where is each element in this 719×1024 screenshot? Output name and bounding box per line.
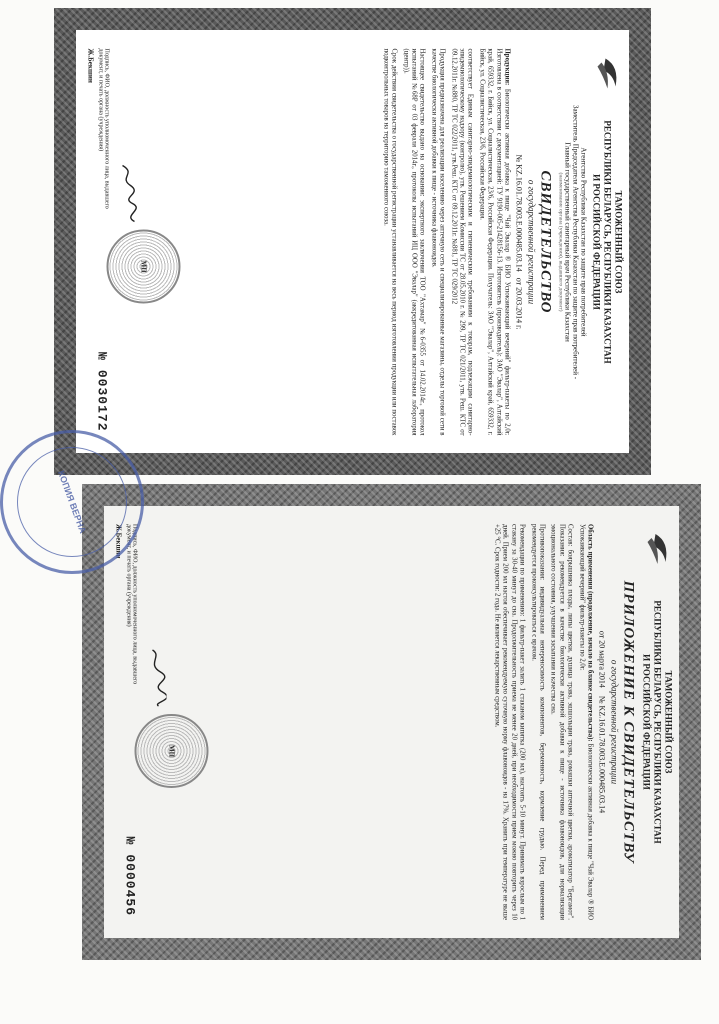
signature-scribble	[144, 648, 166, 708]
serial-number: № 0000456	[122, 836, 137, 916]
appendix-title: ПРИЛОЖЕНИЕ К СВИДЕТЕЛЬСТВУ	[620, 580, 636, 864]
certificate-title: СВИДЕТЕЛЬСТВО	[537, 170, 553, 313]
sign-caption: Подпись, ФИО, должность уполномоченного лица, выдавшего документ, и печать органа (учреждения)	[125, 524, 137, 685]
official-seal	[134, 714, 208, 788]
contraindications-text: Противопоказания: индивидуальная непереносимость компонентов, беременность, кормление грудью. Перед применением рекомендуется проконсультироваться с врачом.	[529, 524, 545, 920]
signer-name: Ж.Бекшин	[114, 524, 122, 559]
agency-line-1: Агентство Республики Казахстан по защите прав потребителей	[579, 146, 587, 337]
org-line-2: РЕСПУБЛИКИ БЕЛАРУСЬ, РЕСПУБЛИКИ КАЗАХСТАН	[652, 600, 662, 844]
appendix-body	[492, 506, 597, 938]
validity-text: Срок действия свидетельства о государственной регистрации устанавливается на весь период изготовления продукции или поставок подконтрольных товаров на территорию таможенного союза.	[381, 48, 398, 435]
registration-number: № KZ.16.01.78.003.E.000485.03.14	[514, 154, 523, 272]
official-seal	[106, 229, 180, 303]
area-label: Область применения (продолжение, начало на бланке свидетельства):	[586, 524, 593, 742]
area-text: Биологически активная добавка к пище "Чай Эвалар ® БИО Успокаивающий вечерний" фильтр-пакеты по 2,0г.	[577, 524, 593, 920]
appendix-document	[82, 484, 701, 960]
sign-caption: Подпись, ФИО, должность уполномоченного лица, выдавшего документ, и печать органа (учреждения)	[97, 48, 109, 209]
certificate-header	[514, 30, 629, 453]
signer-name: Ж.Бекшин	[86, 48, 94, 83]
org-line-3: И РОССИЙСКОЙ ФЕДЕРАЦИИ	[641, 654, 651, 790]
org-line-3: И РОССИЙСКОЙ ФЕДЕРАЦИИ	[591, 173, 601, 310]
seal-label: МП	[167, 744, 175, 758]
registration-date: от 20 марта 2014	[597, 630, 606, 688]
compliance-text: соответствует Единым санитарно-эпидемиологическим и гигиеническим требованиям к товарам, подлежащим санитарно-эпидемиологическому надзору (контролю), утв. Решением Комиссии ТС от 28.05.2010 г. № 299, ТР ТС 021/2011, утв. Реш. КТС от 09.12.2011г. №880, ТР ТС 022/2011, утв.Реш. КТС от 09.12.2011г. №881, ТР ТС 029/2012	[449, 48, 474, 435]
usage-text: Продукция предназначена для реализации населению через аптечную сеть и специализированные магазины, отделы торговой сети в качестве биологически активной добавки к пище - источника флавоноидов.	[429, 48, 446, 435]
product-label: Продукция:	[503, 48, 510, 85]
certificate-paper	[76, 30, 629, 453]
certificate-document	[54, 8, 651, 475]
registration-line	[514, 30, 523, 453]
product-text: Биологически активная добавка к пище "Чай Эвалар ® БИО Успокаивающий вечерний" фильтр-пакеты по 2,0г. Изготовлена в соответствии с документацией: ТУ 9190-005-21428156-13. Изготовитель (производитель): ЗАО "Эвалар", Алтайский край, 659332, г. Бийск, ул. Социалистическая, 23/6, Российская Федерация. Получатель: ЗАО "Эвалар", Алтайский край, 659332, г. Бийск, ул. Социалистическая, 23/6, Российская Федерация.	[477, 48, 510, 435]
appendix-header	[597, 506, 679, 938]
org-line-2: РЕСПУБЛИКИ БЕЛАРУСЬ, РЕСПУБЛИКИ КАЗАХСТАН	[602, 119, 612, 364]
seal-label: МП	[139, 259, 147, 273]
customs-union-emblem-icon	[595, 56, 621, 90]
org-line-1: ТАМОЖЕННЫЙ СОЮЗ	[613, 190, 623, 293]
agency-caption: (наименование органа (учреждения), выдавшего документ)	[557, 172, 563, 311]
registration-date: от 20.03.2014 г.	[514, 277, 523, 329]
org-line-1: ТАМОЖЕННЫЙ СОЮЗ	[663, 670, 673, 774]
appendix-paper	[104, 506, 679, 938]
serial-number: № 0030172	[94, 351, 109, 431]
protocol-text: Настоящее свидетельство выдано на основании: экспертного заключения ТОО "Ахтамар" №6-0355 от 14.02.2014г., протокол испытаний №68Р от 03 февраля 2014г., протоколы испытаний ИЦ ООО "Эвалар" (аккредитованная испытательная лаборатория (центр)).	[401, 48, 426, 435]
certificate-subtitle: о государственной регистрации	[526, 179, 536, 304]
stamp-text: КОПИЯ ВЕРНА	[56, 469, 88, 535]
registration-line	[597, 506, 606, 938]
certificate-body	[380, 30, 514, 453]
signature-scribble	[116, 163, 138, 223]
appendix-content	[104, 506, 679, 938]
certificate-content	[76, 30, 629, 453]
agency-line-3: Главный государственный санитарный врач Республики Казахстан	[563, 141, 571, 342]
customs-union-emblem-icon	[645, 532, 671, 566]
dosage-text: Рекомендации по применению: 1 фильтр-пакет залить 1 стаканом кипятка (200 мл), настоять 5-10 минут. Принимать взрослым по 1 стакану за 30-40 минут до сна. Продолжительность приема не менее 20 дней, при необходимости прием можно повторить через 10 дней. Прием 200 мл настоя обеспечивает рекомендуемую суточную норму флавоноидов - на 17%. Хранить при температуре не выше +25 °С. Срок годности: 2 года. Не является лекарственным средством.	[492, 524, 526, 920]
agency-line-2: Заместитель Председателя Агентства Республики Казахстан по защите прав потребителей -	[571, 104, 579, 379]
registration-number: № KZ.16.01.78.003.E.000485.03.14	[597, 695, 606, 814]
blue-notary-stamp	[0, 430, 144, 574]
composition-text: Состав: боярышника плоды, липы цветки, душица трава, эшшольции трава, ромашки аптечной цветки, ароматизатор "Бергамот". Показания: рекомендуется в качестве биологически активной добавки к пище - источника флавоноидов, для нормализации эмоционального состояния, улучшения засыпания и качества сна.	[549, 524, 574, 920]
appendix-subtitle: о государственной регистрации	[609, 659, 619, 785]
